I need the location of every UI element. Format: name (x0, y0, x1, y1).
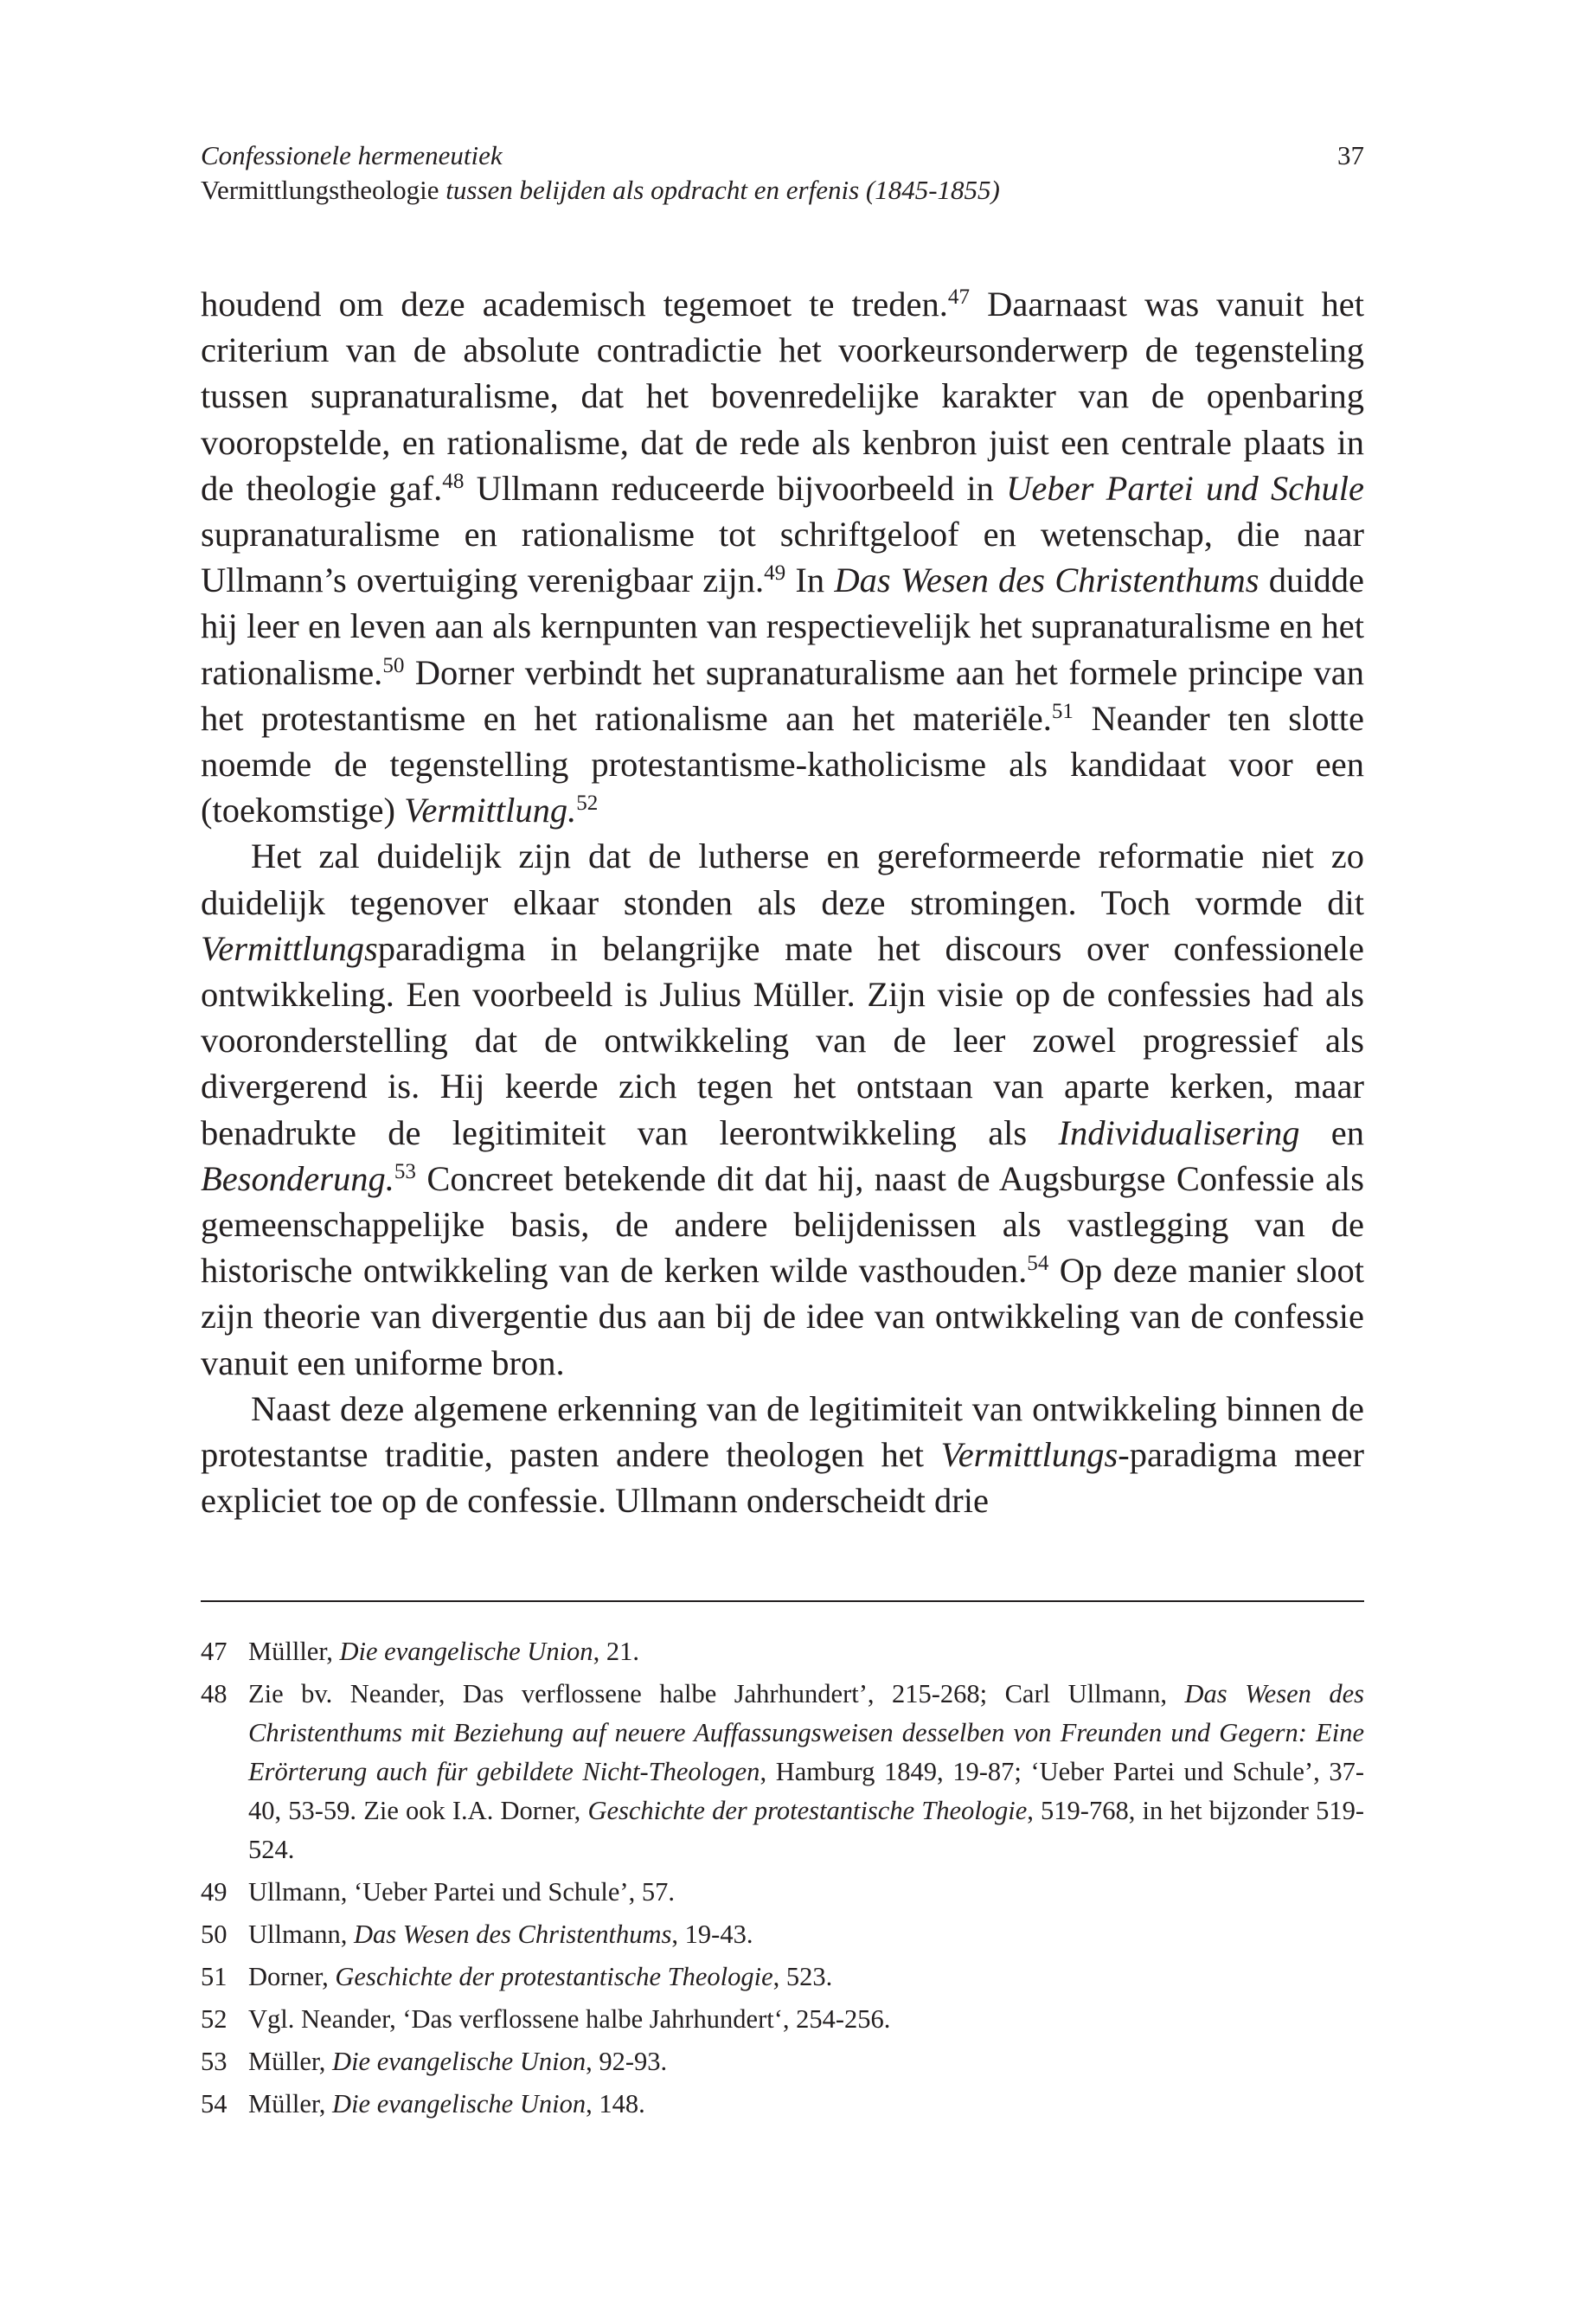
text-run: , 519-768, in het bijzonder 519-524. (248, 1796, 1365, 1864)
italic-text: Geschichte der protestantische Theologie (335, 1962, 773, 1991)
text-run: Naast deze algemene erkenning van de legitimiteit van ontwikkeling binnen de protestantse traditie, pasten andere theologen het (201, 1388, 1364, 1475)
footnote (201, 1958, 1364, 1997)
text-run: Zie bv. Neander, Das verflossene halbe Jahrhundert’, 215-268; Carl Ullmann, (248, 1679, 1185, 1708)
footnote-number: 50 (201, 1920, 228, 1949)
text-run: Dorner verbindt het supranaturalisme aan het formele principe van het protestantisme en het rationalisme aan het materiële. (201, 652, 1364, 738)
text-run: paradigma meer expliciet toe op de confessie. Ullmann onderscheidt drie (201, 1435, 1364, 1521)
footnote-number: 51 (201, 1962, 228, 1991)
footnote-text (248, 2085, 1364, 2124)
text-run: , 92-93. (586, 2047, 668, 2076)
text-run: , 148. (586, 2089, 645, 2118)
header-chapter-title (201, 173, 1364, 208)
text-run: Ullmann reduceerde bijvoorbeeld in (464, 468, 1007, 508)
italic-text: Die evangelische Union (332, 2089, 586, 2118)
footnote (201, 2085, 1364, 2124)
footnote-ref: 49 (764, 561, 786, 586)
italic-text: Vermittlungs- (940, 1435, 1130, 1475)
paragraph (201, 281, 1364, 833)
text-run: Vgl. Neander, ‘Das verflossene halbe Jahrhundert‘, 254-256. (248, 2004, 891, 2034)
footnote (201, 1632, 1364, 1671)
footnotes (201, 1632, 1364, 2127)
footnote (201, 2042, 1364, 2081)
footnote (201, 1675, 1364, 1869)
footnote-ref: 50 (382, 653, 405, 677)
italic-text: Individualisering (1058, 1112, 1300, 1152)
text-run: Concreet betekende dit dat hij, naast de Augsburgse Confessie als gemeenschappelijke basis, de andere belijdenissen als vastlegging van de historische ontwikkeling van de kerken wilde vasthouden. (201, 1158, 1364, 1291)
footnote-number: 52 (201, 2004, 228, 2034)
text-run: Dorner, (248, 1962, 336, 1991)
footnote-text (248, 1915, 1364, 1954)
footnote-text (248, 1632, 1364, 1671)
italic-text: Das Wesen des Christenthums (834, 561, 1259, 600)
text-run: , 523. (772, 1962, 833, 1991)
paragraph (201, 1386, 1364, 1524)
italic-text: Die evangelische Union (332, 2047, 586, 2076)
text-run: , Hamburg 1849, 19-87; ‘Ueber Partei und Schule’, 37-40, 53-59. Zie ook I.A. Dorner, (248, 1757, 1364, 1825)
running-header (201, 138, 1364, 208)
footnote-ref: 51 (1051, 700, 1074, 724)
footnote-ref: 54 (1027, 1252, 1049, 1276)
footnote-separator (201, 1600, 1364, 1602)
text-run: Daarnaast was vanuit het criterium van de absolute contradictie het voorkeursonderwerp de tegensteling tussen supranaturalisme, dat het bovenredelijke karakter van de openbaring vooropstelde, en rationalisme, dat de rede als kenbron juist een centrale plaats in de theologie gaf. (201, 285, 1364, 508)
header-chapter-italic: tussen belijden als opdracht en erfenis (1845-1855) (445, 175, 1000, 205)
text-run: Ullmann, (248, 1920, 354, 1949)
text-run: Het zal duidelijk zijn dat de lutherse en gereformeerde reformatie niet zo duidelijk tegenover elkaar stonden als deze stromingen. Toch vormde dit (201, 836, 1364, 922)
body-text (201, 281, 1364, 1523)
footnote-ref: 53 (394, 1160, 416, 1184)
paragraph (201, 833, 1364, 1385)
text-run: , 19-43. (671, 1920, 753, 1949)
italic-text: Das Wesen des Christenthums mit Beziehung auf neuere Auffassungsweisen desselben von Freunden und Gegern: Eine Erörterung auch für gebildete Nicht-Theologen (248, 1679, 1365, 1786)
footnote (201, 1873, 1364, 1912)
footnote-ref: 47 (947, 285, 970, 310)
text-run: paradigma in belangrijke mate het discours over confessionele ontwikkeling. Een voorbeeld is Julius Müller. Zijn visie op de confessies had als vooronderstelling dat de ontwikkeling van de leer zowel progressief als divergerend is. Hij keerde zich tegen het ontstaan van aparte kerken, maar benadrukte de legitimiteit van leerontwikkeling als (201, 928, 1364, 1152)
text-run: , 21. (593, 1637, 639, 1666)
italic-text: Besonderung. (201, 1158, 394, 1198)
text-run: Müller, (248, 2047, 333, 2076)
footnote (201, 1915, 1364, 1954)
text-run: duidde hij leer en leven aan als kernpunten van respectievelijk het supranaturalisme en het rationalisme. (201, 561, 1364, 692)
footnote-text (248, 2042, 1364, 2081)
text-run: In (785, 561, 835, 600)
text-run: houdend om deze academisch tegemoet te treden. (201, 285, 948, 324)
italic-text: Vermittlungs (201, 928, 378, 968)
footnote-text (248, 1873, 1364, 1912)
text-run: Op deze manier sloot zijn theorie van divergentie dus aan bij de idee van ontwikkeling van de confessie vanuit een uniforme bron. (201, 1251, 1364, 1382)
page-number: 37 (1337, 140, 1364, 170)
italic-text: Vermittlung. (404, 791, 577, 830)
text-run: Müller, (248, 2089, 333, 2118)
text-run: Neander ten slotte noemde de tegenstelling protestantisme-katholicisme als kandidaat voor een (toekomstige) (201, 698, 1364, 830)
footnote-number: 47 (201, 1637, 228, 1666)
text-run: Mülller, (248, 1637, 340, 1666)
footnote-number: 53 (201, 2047, 228, 2076)
footnote-number: 48 (201, 1679, 228, 1708)
italic-text: Die evangelische Union (339, 1637, 593, 1666)
footnote-number: 49 (201, 1877, 228, 1907)
italic-text: Das Wesen des Christenthums (354, 1920, 672, 1949)
footnote (201, 2000, 1364, 2039)
text-run: en (1299, 1112, 1364, 1152)
footnote-text (248, 1675, 1364, 1869)
footnote-text (248, 2000, 1364, 2039)
footnote-number: 54 (201, 2089, 228, 2118)
text-run: Ullmann, ‘Ueber Partei und Schule’, 57. (248, 1877, 675, 1907)
italic-text: Ueber Partei und Schule (1006, 468, 1364, 508)
footnote-ref: 48 (442, 470, 465, 494)
header-section-title: Confessionele hermeneutiek (201, 140, 503, 170)
footnote-ref: 52 (576, 792, 599, 816)
text-run: supranaturalisme en rationalisme tot schriftgeloof en wetenschap, die naar Ullmann’s overtuiging verenigbaar zijn. (201, 515, 1364, 600)
header-chapter-roman: Vermittlungstheologie (201, 175, 446, 205)
italic-text: Geschichte der protestantische Theologie (587, 1796, 1028, 1825)
footnote-text (248, 1958, 1364, 1997)
